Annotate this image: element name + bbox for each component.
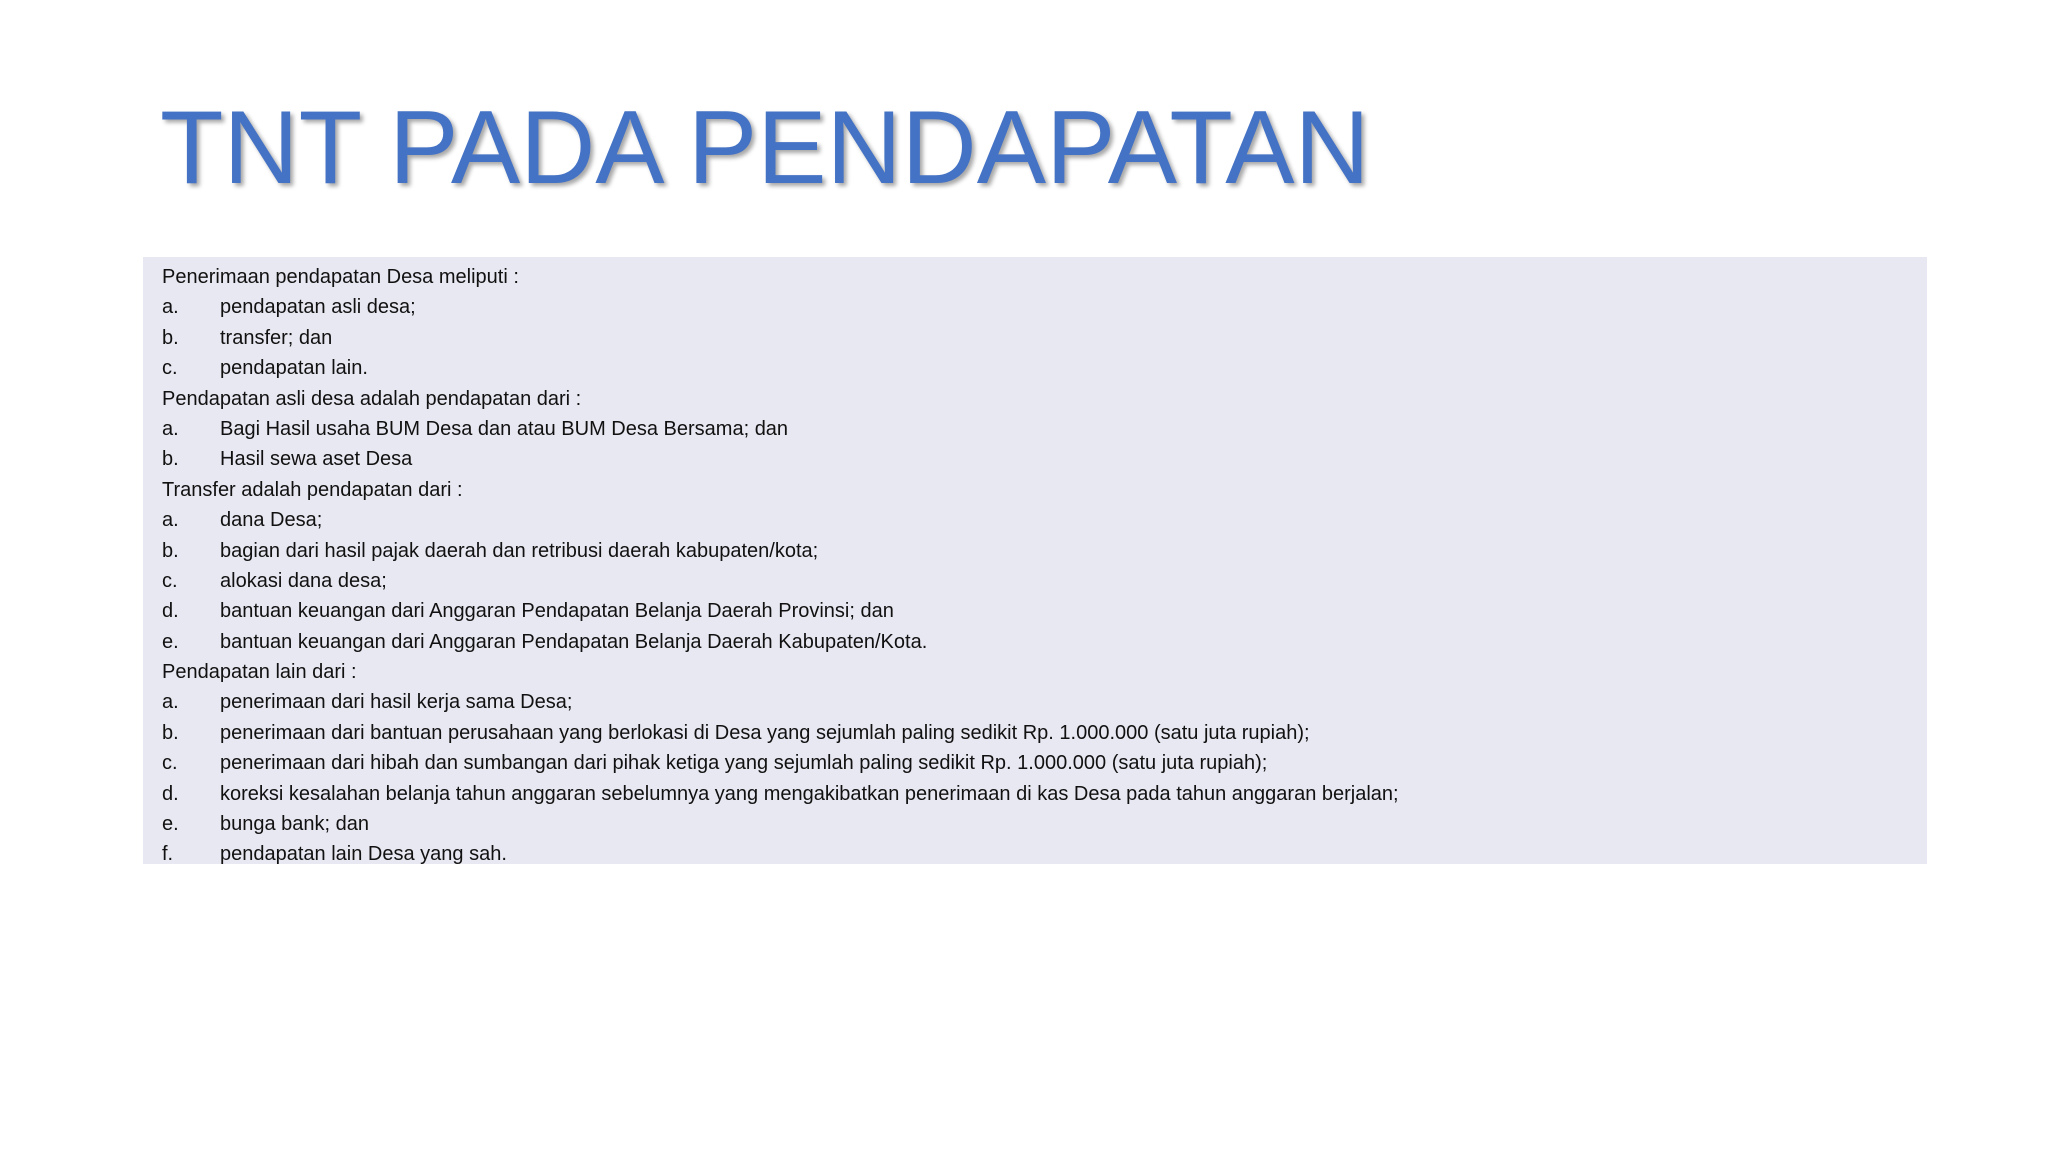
list-marker: b. [162,326,179,349]
list-item-text: dana Desa; [220,509,323,532]
slide-title: TNT PADA PENDAPATAN [160,90,1370,206]
list-item-text: koreksi kesalahan belanja tahun anggaran sebelumnya yang mengakibatkan penerimaan di kas Desa pada tahun anggaran berjalan; [220,782,1399,805]
list-item [162,444,1927,474]
list-item-text: Hasil sewa aset Desa [220,448,413,471]
list-marker: b. [162,539,179,562]
list-item [162,536,1927,566]
list-item [162,292,1927,322]
list-item-text: pendapatan asli desa; [220,296,416,319]
list-item [162,353,1927,383]
list-item [162,627,1927,657]
list-item-text: transfer; dan [220,326,333,349]
list-item [162,596,1927,626]
list-item-text: penerimaan dari hibah dan sumbangan dari pihak ketiga yang sejumlah paling sedikit Rp. 1.000.000 (satu juta rupiah); [220,752,1268,775]
list-marker: b. [162,721,179,744]
list-marker: a. [162,296,179,319]
section-heading: Transfer adalah pendapatan dari : [162,478,463,501]
list-marker: d. [162,782,179,805]
list-item [162,323,1927,353]
list-item-text: pendapatan lain. [220,357,368,380]
list-item [162,687,1927,717]
list-marker: f. [162,843,174,866]
list-item [162,809,1927,839]
list-item-text: penerimaan dari bantuan perusahaan yang berlokasi di Desa yang sejumlah paling sedikit Rp. 1.000.000 (satu juta rupiah); [220,721,1310,744]
list-marker: e. [162,630,179,653]
list-item-text: penerimaan dari hasil kerja sama Desa; [220,691,573,714]
list-item [162,718,1927,748]
list-item-text: Bagi Hasil usaha BUM Desa dan atau BUM Desa Bersama; dan [220,417,789,440]
list-marker: e. [162,813,179,836]
list-marker: c. [162,752,178,775]
list-item-text: bagian dari hasil pajak daerah dan retribusi daerah kabupaten/kota; [220,539,819,562]
list-marker: a. [162,417,179,440]
list-item [162,839,1927,869]
list-item [162,748,1927,778]
list-item-text: bantuan keuangan dari Anggaran Pendapatan Belanja Daerah Provinsi; dan [220,600,894,623]
list-item [162,566,1927,596]
list-item-text: pendapatan lain Desa yang sah. [220,843,507,866]
list-item [162,505,1927,535]
list-marker: b. [162,448,179,471]
list-item [162,779,1927,809]
list-item [162,414,1927,444]
list-marker: c. [162,569,178,592]
section-heading: Penerimaan pendapatan Desa meliputi : [162,266,519,288]
list-item-text: alokasi dana desa; [220,569,387,592]
content-box [143,257,1927,864]
list-marker: a. [162,691,179,714]
list-marker: a. [162,509,179,532]
section-heading: Pendapatan asli desa adalah pendapatan dari : [162,387,582,410]
list-item-text: bunga bank; dan [220,813,370,836]
list-marker: c. [162,357,178,380]
list-marker: d. [162,600,179,623]
section-heading: Pendapatan lain dari : [162,661,357,684]
list-item-text: bantuan keuangan dari Anggaran Pendapatan Belanja Daerah Kabupaten/Kota. [220,630,928,653]
